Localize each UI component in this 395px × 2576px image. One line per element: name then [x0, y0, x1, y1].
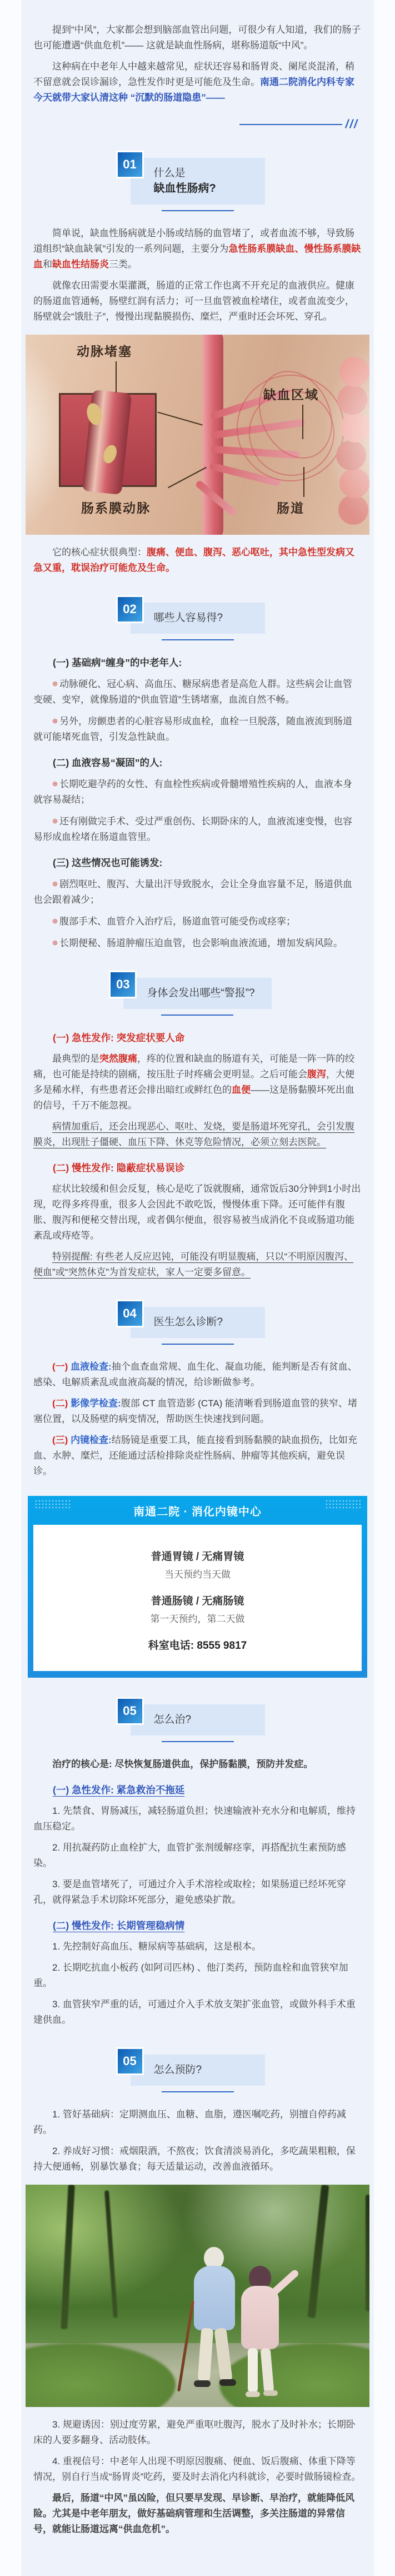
risk-bullet	[33, 713, 362, 745]
closing-paragraph: 最后，肠道“中风”虽凶险，但只要早发现、早诊断、早治疗，就能降低风险。尤其是中老年朋友，做好基础病管理和生活调整，多关注肠道的异常信号，就能让肠道远离“供血危机”。	[33, 2493, 354, 2534]
intro-text: 这种病在中老年人中越来越常见，症状还容易和肠胃炎、阑尾炎混淆，稍不留意就会误诊漏诊，急性发作时更是可能危及生命。	[33, 61, 354, 87]
bullet-icon: ⊛	[52, 917, 58, 925]
treatment-step: 2. 用抗凝药防止血栓扩大，血管扩张剂缓解痉挛，再搭配抗生素预防感染。	[33, 1842, 346, 1868]
body-text: 另外，房颤患者的心脏容易形成血栓，血栓一旦脱落，随血液流到肠道就可能堵死血管，引发急性缺血。	[33, 716, 353, 742]
man-shirt-shape	[194, 2266, 235, 2330]
diagnosis-label: 内镜检查:	[71, 1435, 112, 1445]
bullet-icon: ⊛	[52, 780, 58, 788]
section-number-badge: 01	[116, 151, 144, 178]
label-pointer-line	[303, 467, 304, 497]
body-text: 结肠镜是重要工具，能直接看到肠黏膜的缺血损伤，比如充血、水肿、糜烂，还能通过活检排除炎症性肠病、肿瘤等其他疾病，避免误诊。	[33, 1435, 357, 1476]
section-title-box	[131, 2055, 265, 2086]
gastroscopy-schedule: 当天预约当天做	[164, 1569, 231, 1580]
bullet-icon: ⊛	[52, 680, 58, 688]
section-title-box	[131, 158, 265, 205]
clogged-artery-inset	[59, 393, 157, 487]
risk-bullet	[33, 913, 362, 929]
tree-trunk-shape	[104, 2190, 118, 2318]
special-reminder-paragraph: 特别提醒: 有些老人反应迟钝，可能没有明显腹痛，只以“不明原因腹泻、便血”或“突然休克”为首发症状，家人一定要多留意。	[33, 1251, 354, 1277]
dots-pattern	[325, 1499, 361, 1510]
risk-group-heading-1: (一) 基础病“缠身”的中老年人:	[53, 657, 182, 668]
section-underline	[161, 1015, 233, 1016]
treatment-step: 1. 先禁食、胃肠减压，减轻肠道负担；快速输液补充水分和电解质，维持血压稳定。	[33, 1806, 356, 1832]
section-header-02	[33, 603, 362, 640]
intro-paragraph-1: 提到“中风”，大家都会想到脑部血管出问题，可很少有人知道，我们的肠子也可能遭遇“供血危机”—— 这就是缺血性肠病，堪称肠道版“中风”。	[33, 24, 361, 51]
treatment-step: 1. 先控制好高血压、糖尿病等基础病，这是根本。	[52, 1941, 261, 1952]
disease-type-highlight: 急性肠系膜缺血、慢性肠系膜缺血	[33, 243, 361, 270]
bullet-icon: ⊛	[52, 939, 58, 947]
body-text: 它的核心症状很典型：	[52, 547, 147, 558]
label-intestine: 肠道	[277, 501, 304, 515]
man-leg-shape	[214, 2328, 233, 2382]
colonoscopy-schedule: 第一天预约，第二天做	[150, 1614, 245, 1624]
man-shoe-shape	[194, 2380, 211, 2387]
label-ischemic-area: 缺血区域	[263, 387, 319, 402]
body-text: 腹部手术、血管介入治疗后，肠道血管可能受伤或痉挛；	[59, 916, 296, 927]
chronic-treatment-heading: (二) 慢性发作: 长期管理稳病情	[53, 1920, 185, 1931]
colonoscopy-service: 普通肠镜 / 无痛肠镜	[151, 1595, 244, 1607]
chronic-attack-heading: (二) 慢性发作: 隐蔽症状易误诊	[53, 1162, 185, 1173]
body-text: 和	[43, 259, 52, 270]
risk-group-heading-3: (三) 这些情况也可能诱发:	[53, 857, 163, 868]
treatment-step: 3. 血管狭窄严重的话，可通过介入手术放支架扩张血管，或做外科手术重建供血。	[33, 1999, 356, 2025]
bullet-icon: ⊛	[52, 880, 58, 888]
woman-leg-shape	[261, 2348, 274, 2393]
card-body	[33, 1525, 362, 1671]
disease-type-highlight: 缺血性结肠炎	[52, 259, 109, 270]
body-text: 三类。	[109, 259, 137, 270]
section-number-badge: 05	[116, 2047, 144, 2075]
intro-paragraph-2	[33, 59, 362, 106]
section-title-box	[123, 978, 271, 1009]
section-underline	[162, 1344, 234, 1345]
prevention-step: 1. 管好基础病：定期测血压、血糖、血脂，遵医嘱吃药，别擅自停药减药。	[33, 2109, 346, 2135]
intestine-shape	[339, 357, 369, 387]
treatment-step: 2. 长期吃抗血小板药 (如阿司匹林) 、他汀类药，预防血栓和血管狭窄加重。	[33, 1962, 348, 1988]
diagnosis-item-blood	[33, 1359, 362, 1390]
item-number: (三)	[52, 1435, 68, 1445]
elderly-couple-walking-photo	[26, 2185, 369, 2407]
body-text: 腹部 CT 血管造影 (CTA) 能清晰看到肠道血管的狭窄、堵塞位置，以及肠壁的病变情况，帮助医生快速找到问题。	[33, 1398, 358, 1424]
tree-trunk-shape	[61, 2185, 75, 2329]
section-title-line1: 什么是	[153, 167, 186, 179]
section-title: 身体会发出哪些“警报”?	[147, 987, 255, 999]
section-header-03	[33, 978, 362, 1016]
card-title: 南通二院 · 消化内镜中心	[133, 1505, 262, 1518]
risk-bullet	[33, 813, 362, 845]
acute-symptoms-paragraph	[33, 1051, 362, 1113]
body-text: 还有刚做完手术、受过严重创伤、长期卧床的人，血液流速变慢，也容易形成血栓堵在肠道血管里。	[33, 816, 353, 842]
body-text: ，大便多是稀水样，有些患者还会排出暗红或鲜红色的	[33, 1069, 354, 1095]
risk-bullet	[33, 876, 362, 908]
section-underline	[162, 210, 234, 211]
section-number-badge: 02	[116, 595, 144, 623]
label-mesenteric-artery: 肠系膜动脉	[81, 501, 151, 515]
symptom-highlight: 血便	[232, 1085, 251, 1095]
treatment-step: 3. 要是血管堵死了，可通过介入手术溶栓或取栓；如果肠道已经坏死穿孔，就得紧急手术切除坏死部分，避免感染扩散。	[33, 1879, 346, 1905]
diagnosis-item-endoscopy	[33, 1433, 362, 1479]
elderly-man-figure	[189, 2247, 241, 2391]
section-title: 怎么预防?	[153, 2064, 202, 2076]
body-text: 长期便秘、肠道肿瘤压迫血管，也会影响血液流通，增加发病风险。	[59, 938, 343, 948]
analogy-paragraph: 就像农田需要水渠灌溉，肠道的正常工作也离不开充足的血液供应。健康的肠道血管通畅，肠壁红润有活力；可一旦血管被血栓堵住，或者血流变少，肠壁就会“饿肚子”，慢慢出现黏膜损伤、糜烂，严重时还会坏死、穿孔。	[33, 280, 354, 322]
section-title-line2: 缺血性肠病?	[153, 182, 216, 195]
section-title: 医生怎么诊断?	[153, 1316, 223, 1328]
body-text: 简单说，缺血性肠病就是小肠或结肠的血管堵了，或者血流不够，导致肠道组织“缺血缺氧”引发的一系列问题，主要分为	[33, 228, 354, 254]
section-title-box	[131, 603, 265, 634]
diagnosis-label: 血液检查:	[71, 1361, 112, 1372]
acute-attack-heading: (一) 急性发作: 突发症状要人命	[53, 1032, 185, 1043]
woman-shoe-shape	[246, 2391, 260, 2397]
section-number-badge: 04	[116, 1300, 144, 1327]
body-text: ，疼的位置和缺血的肠道有关，可能是一阵一阵的绞痛，也可能是持续的剧痛，按压肚子时疼痛会更明显。之后可能会	[33, 1053, 354, 1080]
prevention-step: 3. 规避诱因：别过度劳累，避免严重呕吐腹泻，脱水了及时补水；长期卧床的人要多翻身、活动肢体。	[33, 2419, 356, 2445]
body-text: 剧烈呕吐、腹泻、大量出汗导致脱水，会让全身血容量不足，肠道供血也会跟着减少；	[33, 879, 353, 905]
bullet-icon: ⊛	[52, 717, 58, 725]
section-underline	[162, 1741, 234, 1742]
section-header-05-prevention	[33, 2055, 362, 2092]
prevention-step: 2. 养成好习惯：戒烟限酒，不熬夜；饮食清淡易消化，多吃蔬果粗粮，保持大便通畅，别暴饮暴食；每天适量运动，改善血液循环。	[33, 2146, 356, 2172]
diagnosis-label: 影像学检查:	[71, 1398, 121, 1409]
section-divider	[33, 118, 358, 131]
intestinal-ischemia-illustration	[26, 335, 369, 535]
section-underline	[162, 639, 234, 640]
symptoms-highlight: 腹痛、便血、腹泻、恶心呕吐，其中急性型发病又急又重，耽误治疗可能危及生命。	[33, 547, 354, 573]
risk-bullet	[33, 935, 362, 951]
man-shoe-shape	[219, 2379, 236, 2386]
section-header-04	[33, 1307, 362, 1345]
body-text: 最典型的是	[52, 1053, 99, 1064]
treatment-core-paragraph: 治疗的核心是: 尽快恢复肠道供血，保护肠黏膜，预防并发症。	[52, 1759, 313, 1769]
section-number-badge: 03	[109, 971, 137, 998]
tree-trunk-shape	[366, 2195, 369, 2311]
prevention-step: 4. 重视信号：中老年人出现不明原因腹痛、便血、饭后腹痛、体重下降等情况，别自行当成“肠胃炎”吃药，要及时去消化内科就诊，必要时做肠镜检查。	[33, 2456, 361, 2482]
section-title-box	[131, 1307, 265, 1338]
body-text: 抽个血查血常规、血生化、凝血功能，能判断是否有贫血、感染、电解质紊乱或血液高凝的情况，给诊断做参考。	[33, 1361, 357, 1388]
label-pointer-line	[157, 411, 202, 425]
acute-treatment-heading: (一) 急性发作: 紧急救治不拖延	[53, 1784, 185, 1796]
man-leg-shape	[198, 2328, 214, 2381]
article-content	[21, 0, 374, 2576]
gastroscopy-service: 普通胃镜 / 无痛胃镜	[151, 1551, 244, 1563]
section-underline	[162, 2091, 234, 2092]
risk-bullet	[33, 776, 362, 808]
divider-slashes-icon: ///	[345, 118, 358, 131]
body-text: 动脉硬化、冠心病、高血压、糖尿病患者是高危人群。这些病会让血管变硬、变窄，就像肠道的“供血管道”生锈堵塞，血流自然不畅。	[33, 679, 353, 705]
item-number: (一)	[52, 1361, 68, 1372]
divider-line	[239, 124, 342, 125]
section-title-box	[131, 1704, 265, 1735]
warning-paragraph: 病情加重后，还会出现恶心、呕吐、发烧，要是肠道坏死穿孔，会引发腹膜炎，出现肚子僵硬、血压下降、休克等危险情况，必须立刻去医院。	[33, 1121, 354, 1147]
definition-paragraph	[33, 226, 362, 272]
section-title: 哪些人容易得?	[153, 612, 223, 624]
risk-bullet	[33, 676, 362, 708]
diagnosis-item-imaging	[33, 1396, 362, 1427]
label-pointer-line	[302, 405, 303, 439]
woman-leg-shape	[248, 2348, 258, 2393]
bullet-icon: ⊛	[52, 817, 58, 825]
dots-pattern	[34, 1499, 70, 1510]
core-symptoms-paragraph	[33, 545, 362, 576]
symptom-highlight: 腹泻	[307, 1069, 326, 1080]
body-text: ——这是肠黏膜坏死出血的信号，千万不能忽视。	[33, 1085, 354, 1111]
label-pointer-line	[116, 361, 117, 392]
endoscopy-center-card	[28, 1496, 367, 1678]
department-phone: 科室电话: 8555 9817	[148, 1640, 247, 1652]
section-title: 怎么治?	[153, 1714, 192, 1725]
section-number-badge: 05	[116, 1697, 144, 1725]
risk-group-heading-2: (二) 血液容易“凝固”的人:	[53, 757, 163, 768]
symptom-highlight: 突然腹痛	[99, 1053, 137, 1064]
elderly-woman-figure	[236, 2266, 287, 2397]
body-text: 长期吃避孕药的女性、有血栓性疾病或骨髓增殖性疾病的人，血液本身就容易凝结；	[33, 779, 353, 805]
tree-trunk-shape	[307, 2185, 329, 2318]
woman-top-shape	[241, 2286, 279, 2349]
item-number: (二)	[52, 1398, 68, 1409]
label-artery-blockage: 动脉堵塞	[77, 344, 132, 359]
chronic-symptoms-paragraph: 症状比较缓和但会反复，核心是吃了饭就腹痛，通常饭后30分钟到1小时出现，吃得多疼得重，很多人会因此不敢吃饭，慢慢体重下降。还可能伴有腹胀、腹泻和便秘交替出现，或者偶尔便血，很容易被当成消化不良或肠道功能紊乱或痔疮等。	[33, 1183, 361, 1241]
section-header-05-treatment	[33, 1704, 362, 1742]
section-header-01	[33, 158, 362, 211]
woman-shoe-shape	[263, 2390, 278, 2396]
expert-highlight: 南通二院消化内科专家今天就带大家认清这种 “沉默的肠道隐患”——	[33, 77, 354, 103]
